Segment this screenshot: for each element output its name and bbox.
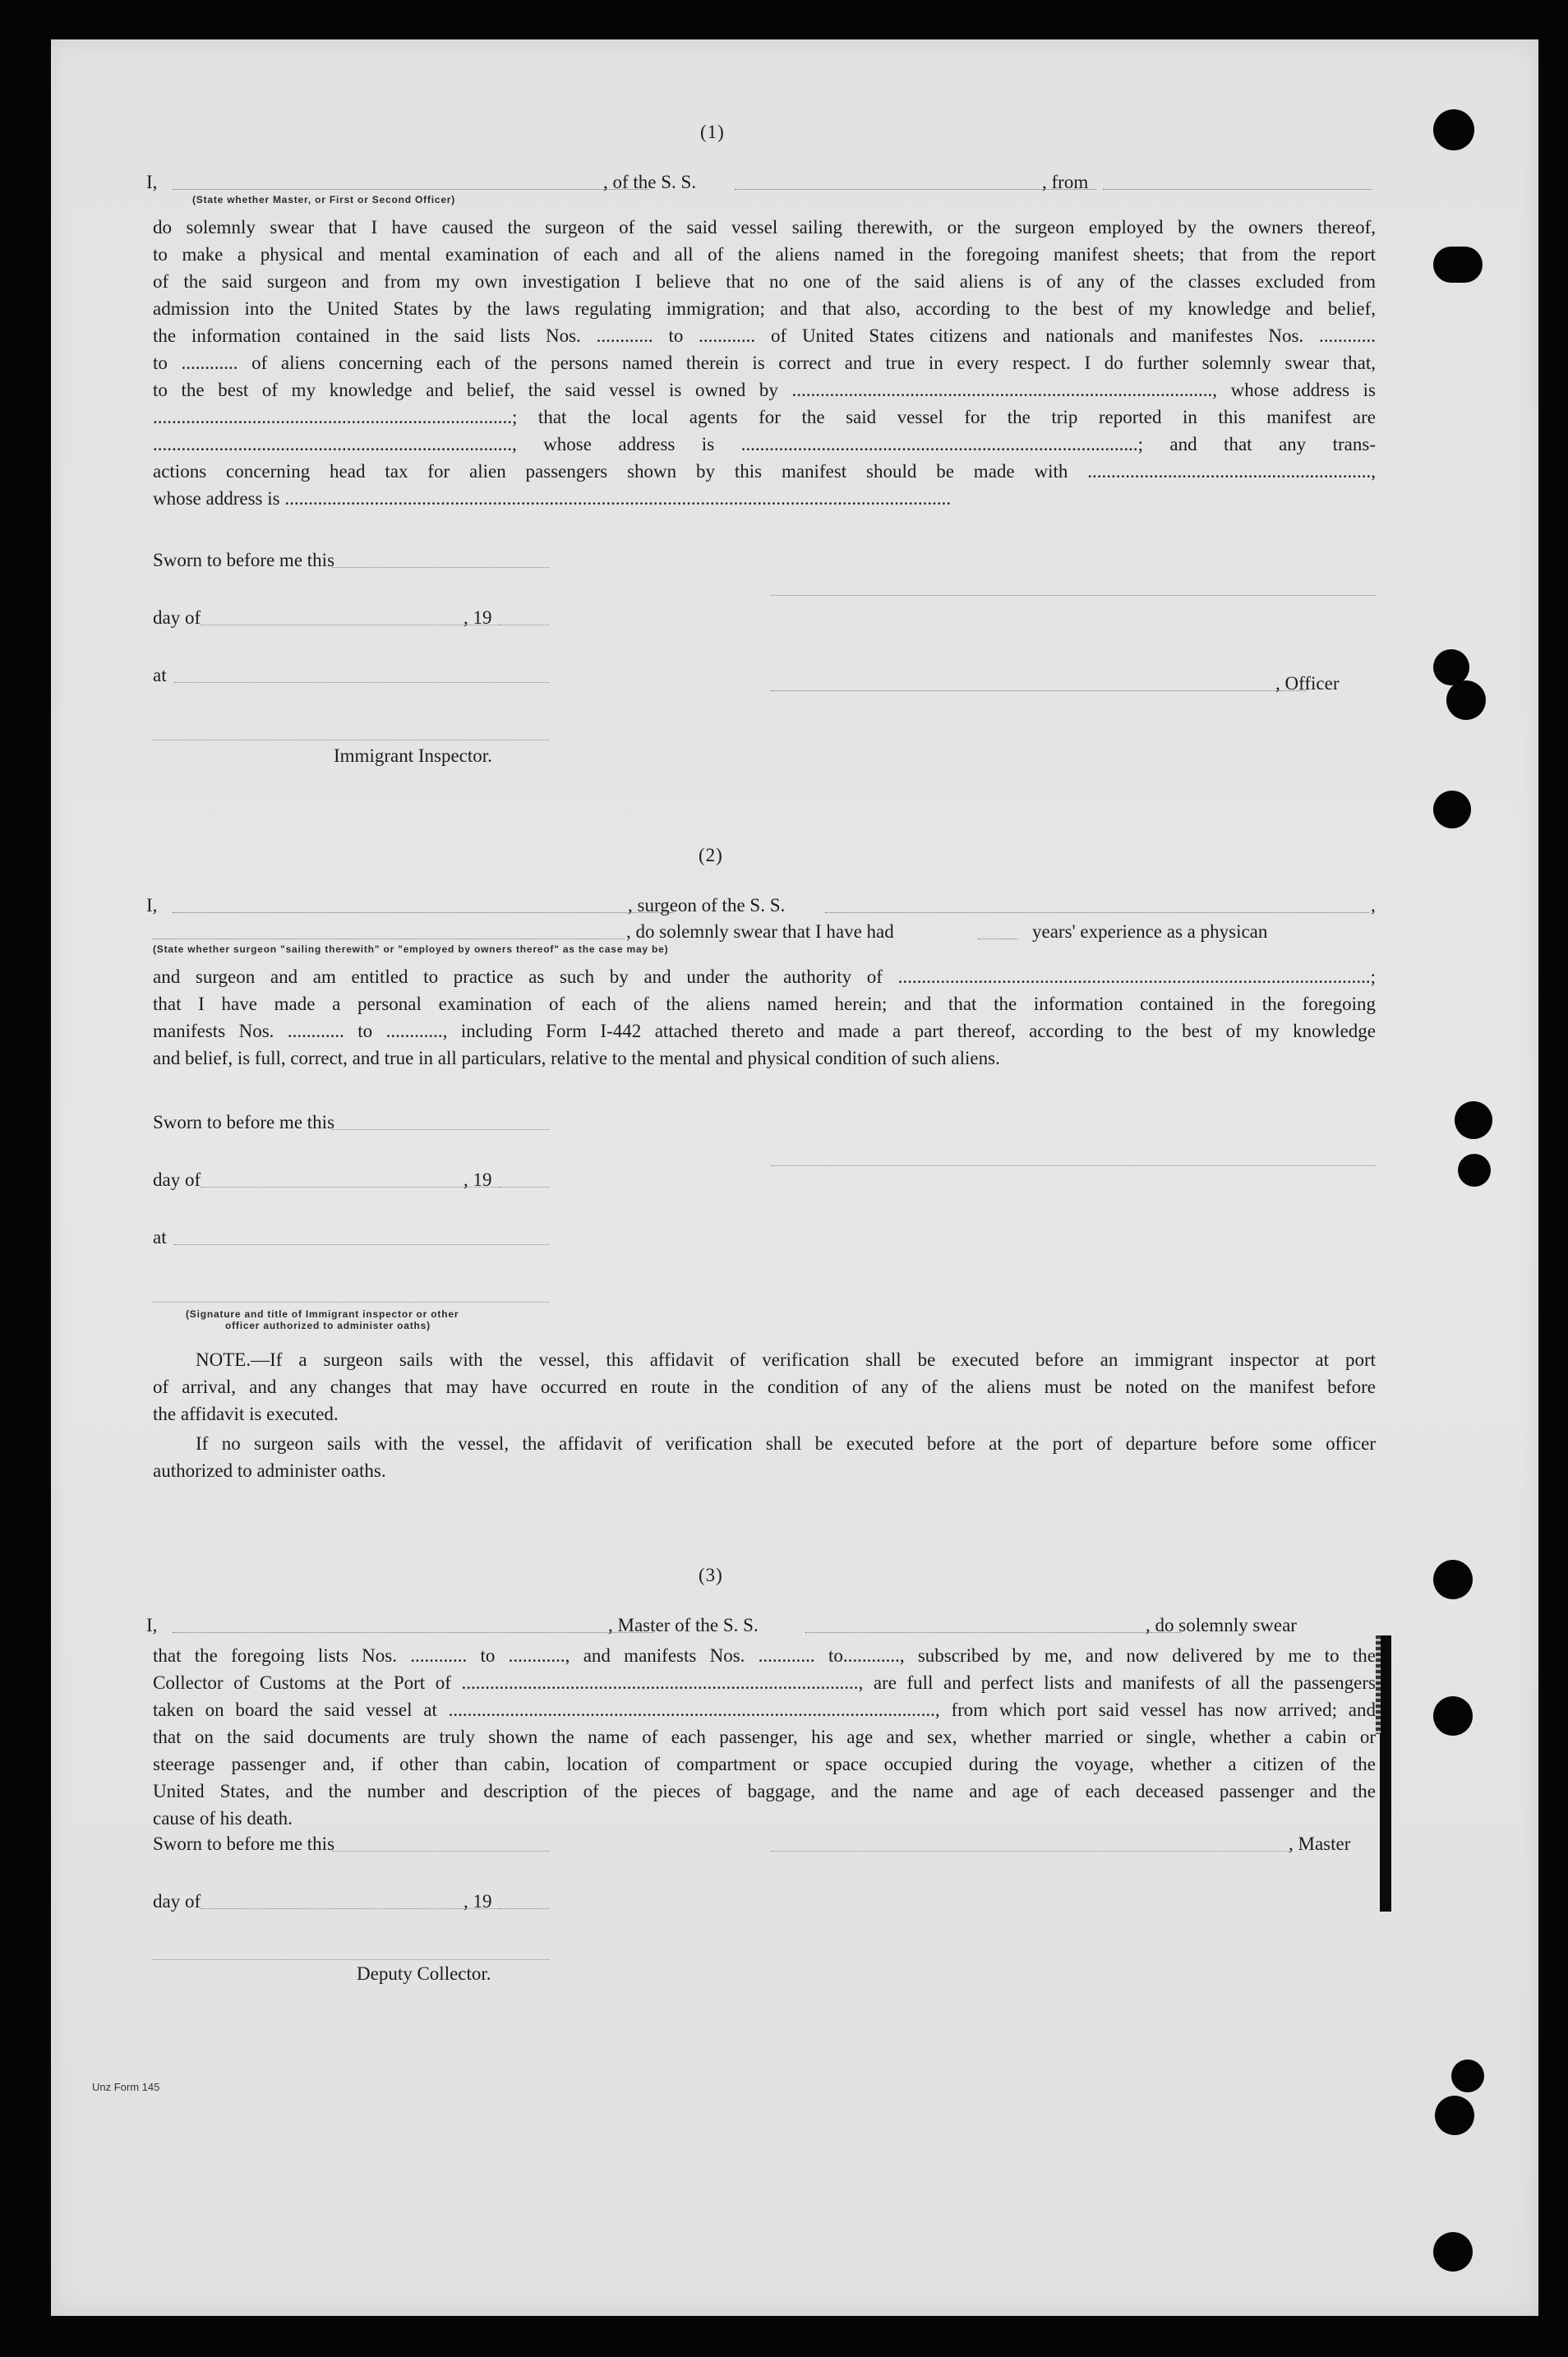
signature-caption-2: officer authorized to administer oaths) bbox=[225, 1320, 431, 1331]
at-field-1[interactable] bbox=[174, 682, 549, 683]
year-label-1: , 19 bbox=[463, 607, 492, 628]
body-line: whose address is ............................................................................................................................................. bbox=[153, 488, 952, 509]
sworn-label-1: Sworn to before me this bbox=[153, 550, 335, 570]
punch-hole bbox=[1435, 2096, 1474, 2135]
solemnly-swear-label: , do solemnly swear bbox=[1146, 1615, 1297, 1635]
body-line: of the said surgeon and from my own investigation I believe that no one of the said aliens is of any of the classes excluded from bbox=[153, 271, 1376, 292]
body-line: taken on board the said vessel at ......................................................................................................., from which port said vessel has now arrived; and bbox=[153, 1700, 1376, 1720]
sworn-date-field-2[interactable] bbox=[332, 1129, 549, 1130]
officer-signature-field[interactable] bbox=[771, 690, 1307, 691]
year-label-2: , 19 bbox=[463, 1169, 492, 1190]
body-line: and belief, is full, correct, and true in all particulars, relative to the mental and physical condition of such aliens. bbox=[153, 1048, 1000, 1068]
master-of-ss-label: , Master of the S. S. bbox=[608, 1615, 759, 1635]
day-of-label-1: day of bbox=[153, 607, 201, 628]
body-line: that I have made a personal examination of each of the aliens named herein; and that the information contained in the foregoing bbox=[153, 994, 1376, 1014]
body-line: ............................................................................; that the local agents for the said vessel for the trip reported in this manifest are bbox=[153, 407, 1376, 427]
body-line: that on the said documents are truly shown the name of each passenger, his age and sex, whether married or single, whether a cabin or bbox=[153, 1727, 1376, 1747]
punch-hole bbox=[1455, 1101, 1492, 1139]
binding-edge bbox=[1376, 1635, 1381, 1734]
punch-hole bbox=[1458, 1154, 1491, 1187]
signature-field-1[interactable] bbox=[771, 595, 1376, 596]
body-line: to ............ of aliens concerning each of the persons named therein is correct and true in every respect. I do further solemnly swear that, bbox=[153, 353, 1376, 373]
note-line: NOTE.—If a surgeon sails with the vessel, this affidavit of verification shall be executed before an immigrant inspector at port bbox=[196, 1349, 1376, 1370]
deputy-signature-field[interactable] bbox=[153, 1959, 549, 1960]
body-line: ............................................................................, whose address is ....................................................................................; and that any trans- bbox=[153, 434, 1376, 454]
surgeon-name-field[interactable] bbox=[173, 912, 674, 913]
day-of-label-2: day of bbox=[153, 1169, 201, 1190]
master3-name-field[interactable] bbox=[173, 1632, 654, 1633]
section-3-body bbox=[153, 1642, 1376, 1832]
sworn-label-3: Sworn to before me this bbox=[153, 1833, 335, 1854]
note-line: authorized to administer oaths. bbox=[153, 1460, 386, 1481]
body-line: steerage passenger and, if other than cabin, location of compartment or space occupied during the voyage, whether a citizen of the bbox=[153, 1754, 1376, 1774]
note-line: the affidavit is executed. bbox=[153, 1404, 339, 1424]
note-line: of arrival, and any changes that may have occurred en route in the condition of any of the aliens must be noted on the manifest before bbox=[153, 1377, 1376, 1397]
surgeon-caption: (State whether surgeon "sailing therewith" or "employed by owners thereof" as the case may be) bbox=[153, 943, 669, 955]
note-line: If no surgeon sails with the vessel, the affidavit of verification shall be executed before at the port of departure before some officer bbox=[196, 1433, 1376, 1454]
punch-hole bbox=[1433, 1696, 1473, 1736]
deputy-collector-label: Deputy Collector. bbox=[357, 1963, 491, 1984]
body-line: cause of his death. bbox=[153, 1808, 293, 1829]
body-line: admission into the United States by the laws regulating immigration; and that also, according to the best of my knowledge and belief, bbox=[153, 298, 1376, 319]
master-label: , Master bbox=[1289, 1833, 1351, 1854]
from-port-field[interactable] bbox=[1103, 189, 1372, 190]
body-line: United States, and the number and description of the pieces of baggage, and the name and age of each deceased passenger and the bbox=[153, 1781, 1376, 1801]
body-line: to the best of my knowledge and belief, the said vessel is owned by ........................................................................................., whose address is bbox=[153, 380, 1376, 400]
section-3-number: (3) bbox=[699, 1565, 723, 1585]
form-number: Unz Form 145 bbox=[92, 2081, 160, 2093]
note-2 bbox=[153, 1430, 1376, 1484]
section-2-i-label: I, bbox=[146, 895, 158, 916]
surgeon-vessel-field[interactable] bbox=[825, 912, 1369, 913]
note-1 bbox=[153, 1346, 1376, 1428]
punch-hole bbox=[1451, 2059, 1484, 2092]
punch-hole bbox=[1433, 791, 1471, 828]
master-signature-field[interactable] bbox=[771, 1851, 1292, 1852]
section-1-number: (1) bbox=[700, 122, 725, 142]
of-ss-label: , of the S. S. bbox=[603, 172, 697, 192]
officer-caption: (State whether Master, or First or Second Officer) bbox=[192, 194, 456, 205]
vessel3-name-field[interactable] bbox=[805, 1632, 1182, 1633]
punch-hole bbox=[1433, 109, 1474, 150]
sworn-date-field-3[interactable] bbox=[332, 1851, 549, 1852]
section-1-body bbox=[153, 214, 1376, 512]
binding-strip bbox=[1380, 1635, 1391, 1912]
body-line: to make a physical and mental examination of each and all of the aliens named in the foregoing manifest sheets; that from the report bbox=[153, 244, 1376, 265]
at-label-2: at bbox=[153, 1227, 167, 1248]
swear-experience-label: , do solemnly swear that I have had bbox=[626, 921, 894, 942]
punch-hole bbox=[1446, 680, 1486, 720]
experience-label: years' experience as a physican bbox=[1032, 921, 1268, 942]
body-line: manifests Nos. ............ to ............, including Form I-442 attached thereto and made a part thereof, according to the best of my knowledge bbox=[153, 1021, 1376, 1041]
from-label: , from bbox=[1042, 172, 1089, 192]
punch-hole bbox=[1433, 247, 1483, 283]
body-line: actions concerning head tax for alien passengers shown by this manifest should be made with ............................................................, bbox=[153, 461, 1376, 482]
signature-field-2[interactable] bbox=[771, 1165, 1376, 1166]
section-2-number: (2) bbox=[699, 845, 723, 865]
body-line: the information contained in the said lists Nos. ............ to ............ of United States citizens and nationals and manifestes Nos. ............ bbox=[153, 325, 1376, 346]
surgeon-of-ss-label: , surgeon of the S. S. bbox=[628, 895, 786, 916]
body-line: that the foregoing lists Nos. ............ to ............, and manifests Nos. ............ to............, subscribed by me, and now delivered by me to the bbox=[153, 1645, 1376, 1666]
at-label-1: at bbox=[153, 665, 167, 685]
comma-label: , bbox=[1371, 895, 1376, 916]
body-line: Collector of Customs at the Port of ...................................................................................., are full and perfect lists and manifests of all the passengers bbox=[153, 1672, 1376, 1693]
year-field-3[interactable] bbox=[500, 1908, 549, 1909]
officer-label: , Officer bbox=[1275, 673, 1340, 694]
section-3-i-label: I, bbox=[146, 1615, 158, 1635]
sworn-date-field-1[interactable] bbox=[332, 567, 549, 568]
year-label-3: , 19 bbox=[463, 1891, 492, 1912]
master-name-field[interactable] bbox=[173, 189, 649, 190]
punch-hole bbox=[1433, 2232, 1473, 2272]
at-field-2[interactable] bbox=[174, 1244, 549, 1245]
signature-caption-1: (Signature and title of Immigrant inspector or other bbox=[186, 1308, 459, 1320]
inspector-signature-field-2[interactable] bbox=[153, 1302, 549, 1303]
body-line: do solemnly swear that I have caused the surgeon of the said vessel sailing therewith, or the surgeon employed by the owners thereof, bbox=[153, 217, 1376, 238]
inspector-label: Immigrant Inspector. bbox=[334, 745, 492, 766]
section-1-i-label: I, bbox=[146, 172, 158, 192]
sworn-label-2: Sworn to before me this bbox=[153, 1112, 335, 1132]
year-field-2[interactable] bbox=[500, 1187, 549, 1188]
body-line: and surgeon and am entitled to practice as such by and under the authority of ....................................................................................................; bbox=[153, 966, 1376, 987]
punch-hole bbox=[1433, 1560, 1473, 1599]
day-of-label-3: day of bbox=[153, 1891, 201, 1912]
form-page bbox=[51, 39, 1538, 2316]
section-2-body bbox=[153, 963, 1376, 1072]
